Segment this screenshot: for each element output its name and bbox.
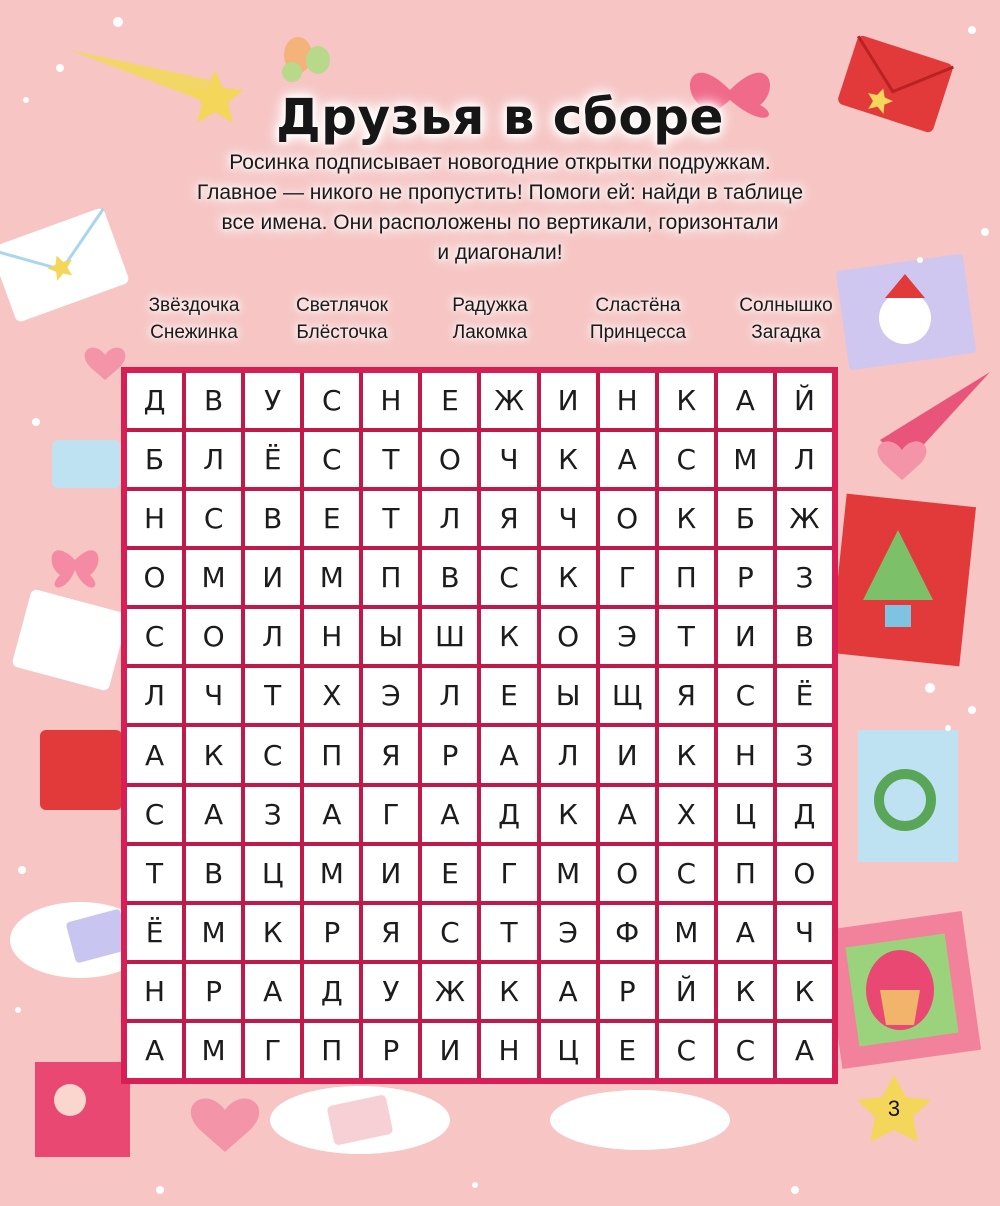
grid-cell[interactable]: Н — [127, 491, 182, 546]
grid-cell[interactable]: К — [659, 491, 714, 546]
grid-cell[interactable]: В — [777, 609, 832, 664]
grid-cell[interactable]: В — [422, 550, 477, 605]
grid-cell[interactable]: С — [659, 1023, 714, 1078]
grid-cell[interactable]: М — [541, 846, 596, 901]
word-search-board — [121, 367, 838, 1084]
grid-cell[interactable]: З — [777, 727, 832, 782]
grid-cell[interactable]: К — [777, 964, 832, 1019]
grid-cell[interactable]: Я — [481, 491, 536, 546]
grid-cell[interactable]: Ш — [422, 609, 477, 664]
grid-cell[interactable]: Й — [777, 373, 832, 428]
grid-cell[interactable]: Ё — [127, 905, 182, 960]
grid-cell[interactable]: А — [481, 727, 536, 782]
word-item: Солнышко — [739, 295, 833, 316]
cloud-icon — [550, 1090, 730, 1150]
grid-cell[interactable]: К — [659, 373, 714, 428]
envelope-icon — [40, 730, 122, 810]
word-item: Звёздочка — [148, 295, 240, 316]
grid-cell[interactable]: Г — [245, 1023, 300, 1078]
grid-cell[interactable]: З — [245, 787, 300, 842]
grid-cell[interactable]: Ц — [245, 846, 300, 901]
word-item: Загадка — [751, 322, 821, 343]
word-column — [564, 292, 712, 350]
envelope-icon — [0, 207, 130, 323]
grid-cell[interactable]: Н — [600, 373, 655, 428]
heart-icon — [85, 348, 126, 380]
grid-cell[interactable]: Е — [600, 1023, 655, 1078]
instructions-line: все имена. Они расположены по вертикали, горизонтали — [221, 211, 779, 234]
word-item: Радужка — [452, 295, 528, 316]
grid-cell[interactable]: Л — [541, 727, 596, 782]
word-item: Лакомка — [452, 322, 528, 343]
grid-cell[interactable]: Д — [127, 373, 182, 428]
grid-cell[interactable]: Т — [659, 609, 714, 664]
butterfly-icon — [282, 37, 330, 82]
wreath-card-icon — [858, 730, 958, 862]
grid-cell[interactable]: Й — [659, 964, 714, 1019]
grid-cell[interactable]: К — [541, 550, 596, 605]
word-item: Принцесса — [589, 322, 687, 343]
grid-cell[interactable]: Я — [363, 727, 418, 782]
grid-cell[interactable]: А — [127, 1023, 182, 1078]
grid-cell[interactable]: Т — [127, 846, 182, 901]
grid-cell[interactable]: Н — [304, 609, 359, 664]
grid-cell[interactable]: Э — [363, 668, 418, 723]
grid-cell[interactable]: А — [718, 905, 773, 960]
word-item: Блёсточка — [296, 322, 388, 343]
grid-cell[interactable]: И — [600, 727, 655, 782]
grid-cell[interactable]: С — [659, 846, 714, 901]
grid-cell[interactable]: П — [659, 550, 714, 605]
grid-cell[interactable]: К — [481, 964, 536, 1019]
grid-cell[interactable]: С — [245, 727, 300, 782]
instructions — [120, 148, 880, 268]
grid-cell[interactable]: Н — [127, 964, 182, 1019]
instructions-line: Росинка подписывает новогодние открытки подружкам. — [229, 151, 771, 174]
grid-cell[interactable]: К — [186, 727, 241, 782]
grid-cell[interactable]: А — [541, 964, 596, 1019]
grid-cell[interactable]: Б — [127, 432, 182, 487]
grid-cell[interactable]: Л — [777, 432, 832, 487]
grid-cell[interactable]: Ё — [245, 432, 300, 487]
grid-cell[interactable]: А — [304, 787, 359, 842]
grid-cell[interactable]: П — [304, 1023, 359, 1078]
grid-cell[interactable]: Ж — [481, 373, 536, 428]
butterfly-icon — [52, 550, 99, 587]
grid-cell[interactable]: Ж — [422, 964, 477, 1019]
grid-cell[interactable]: А — [600, 432, 655, 487]
grid-cell[interactable]: А — [777, 1023, 832, 1078]
grid-cell[interactable]: И — [245, 550, 300, 605]
grid-cell[interactable]: У — [245, 373, 300, 428]
grid-cell[interactable]: У — [363, 964, 418, 1019]
grid-cell[interactable]: Л — [422, 668, 477, 723]
grid-cell[interactable]: Т — [481, 905, 536, 960]
grid-cell[interactable]: К — [481, 609, 536, 664]
grid-cell[interactable]: Д — [304, 964, 359, 1019]
grid-cell[interactable]: С — [186, 491, 241, 546]
word-search-grid — [127, 373, 832, 1078]
grid-cell[interactable]: Н — [481, 1023, 536, 1078]
grid-cell[interactable]: А — [127, 727, 182, 782]
grid-cell[interactable]: П — [718, 846, 773, 901]
grid-cell[interactable]: З — [777, 550, 832, 605]
grid-cell[interactable]: Ы — [363, 609, 418, 664]
grid-cell[interactable]: К — [541, 432, 596, 487]
grid-cell[interactable]: Ч — [481, 432, 536, 487]
word-item: Светлячок — [296, 295, 388, 316]
grid-cell[interactable]: Н — [363, 373, 418, 428]
word-column — [416, 292, 564, 350]
grid-cell[interactable]: М — [186, 1023, 241, 1078]
grid-cell[interactable]: М — [304, 550, 359, 605]
grid-cell[interactable]: А — [245, 964, 300, 1019]
grid-cell[interactable]: О — [186, 609, 241, 664]
grid-cell[interactable]: Р — [363, 1023, 418, 1078]
grid-cell[interactable]: К — [541, 787, 596, 842]
grid-cell[interactable]: О — [541, 609, 596, 664]
grid-cell[interactable]: Щ — [600, 668, 655, 723]
grid-cell[interactable]: Э — [600, 609, 655, 664]
grid-cell[interactable]: Т — [363, 432, 418, 487]
grid-cell[interactable]: О — [777, 846, 832, 901]
grid-cell[interactable]: К — [245, 905, 300, 960]
grid-cell[interactable]: М — [186, 905, 241, 960]
word-item: Сластёна — [595, 295, 681, 316]
grid-cell[interactable]: С — [304, 373, 359, 428]
instructions-line: Главное — никого не пропустить! Помоги ей: найди в таблице — [196, 181, 804, 204]
grid-cell[interactable]: Л — [422, 491, 477, 546]
grid-cell[interactable]: О — [600, 846, 655, 901]
grid-cell[interactable]: Л — [127, 668, 182, 723]
grid-cell[interactable]: Р — [718, 550, 773, 605]
page-number: 3 — [887, 1096, 901, 1121]
grid-cell[interactable]: С — [659, 432, 714, 487]
grid-cell[interactable]: Х — [304, 668, 359, 723]
heart-icon — [191, 1099, 259, 1152]
grid-cell[interactable]: П — [363, 550, 418, 605]
instructions-line: и диагонали! — [437, 241, 563, 264]
grid-cell[interactable]: Д — [481, 787, 536, 842]
grid-cell[interactable]: Ы — [541, 668, 596, 723]
word-column — [120, 292, 268, 350]
grid-cell[interactable]: К — [718, 964, 773, 1019]
grid-cell[interactable]: И — [541, 373, 596, 428]
grid-cell[interactable]: К — [659, 727, 714, 782]
page-title: Друзья в сборе — [276, 88, 724, 146]
grid-cell[interactable]: Р — [422, 727, 477, 782]
grid-cell[interactable]: Д — [777, 787, 832, 842]
grid-cell[interactable]: В — [186, 373, 241, 428]
grid-cell[interactable]: А — [600, 787, 655, 842]
grid-cell[interactable]: Х — [659, 787, 714, 842]
grid-cell[interactable]: Н — [718, 727, 773, 782]
grid-cell[interactable]: А — [422, 787, 477, 842]
grid-cell[interactable]: Ё — [777, 668, 832, 723]
grid-cell[interactable]: Л — [245, 609, 300, 664]
grid-cell[interactable]: Е — [304, 491, 359, 546]
grid-cell[interactable]: Ч — [777, 905, 832, 960]
grid-cell[interactable]: И — [363, 846, 418, 901]
grid-cell[interactable]: Б — [718, 491, 773, 546]
grid-cell[interactable]: С — [718, 668, 773, 723]
grid-cell[interactable]: Э — [541, 905, 596, 960]
grid-cell[interactable]: М — [304, 846, 359, 901]
grid-cell[interactable]: Л — [186, 432, 241, 487]
word-item: Снежинка — [150, 322, 238, 343]
grid-cell[interactable]: С — [422, 905, 477, 960]
grid-cell[interactable]: Ц — [541, 1023, 596, 1078]
grid-cell[interactable]: Ч — [541, 491, 596, 546]
envelope-icon — [11, 588, 128, 691]
grid-cell[interactable]: П — [304, 727, 359, 782]
word-column — [712, 292, 860, 350]
grid-cell[interactable]: Е — [481, 668, 536, 723]
grid-cell[interactable]: Р — [600, 964, 655, 1019]
grid-cell[interactable]: И — [718, 609, 773, 664]
grid-cell[interactable]: В — [245, 491, 300, 546]
grid-cell[interactable]: Ж — [777, 491, 832, 546]
grid-cell[interactable]: Ч — [186, 668, 241, 723]
grid-cell[interactable]: Ц — [718, 787, 773, 842]
grid-cell[interactable]: Е — [422, 846, 477, 901]
grid-cell[interactable]: С — [127, 609, 182, 664]
grid-cell[interactable]: И — [422, 1023, 477, 1078]
grid-cell[interactable]: В — [186, 846, 241, 901]
grid-cell[interactable]: М — [186, 550, 241, 605]
grid-cell[interactable]: О — [127, 550, 182, 605]
grid-cell[interactable]: С — [718, 1023, 773, 1078]
grid-cell[interactable]: С — [481, 550, 536, 605]
grid-cell[interactable]: О — [422, 432, 477, 487]
grid-cell[interactable]: М — [718, 432, 773, 487]
grid-cell[interactable]: Г — [600, 550, 655, 605]
grid-cell[interactable]: Г — [481, 846, 536, 901]
word-column — [268, 292, 416, 350]
grid-cell[interactable]: Р — [304, 905, 359, 960]
grid-cell[interactable]: Р — [186, 964, 241, 1019]
grid-cell[interactable]: Т — [245, 668, 300, 723]
grid-cell[interactable]: Т — [363, 491, 418, 546]
card-icon — [52, 440, 120, 488]
grid-cell[interactable]: С — [304, 432, 359, 487]
grid-cell[interactable]: А — [718, 373, 773, 428]
grid-cell[interactable]: М — [659, 905, 714, 960]
grid-cell[interactable]: О — [600, 491, 655, 546]
grid-cell[interactable]: С — [127, 787, 182, 842]
grid-cell[interactable]: Г — [363, 787, 418, 842]
grid-cell[interactable]: Ф — [600, 905, 655, 960]
grid-cell[interactable]: Е — [422, 373, 477, 428]
grid-cell[interactable]: А — [186, 787, 241, 842]
grid-cell[interactable]: Я — [659, 668, 714, 723]
word-list — [120, 292, 860, 350]
grid-cell[interactable]: Я — [363, 905, 418, 960]
